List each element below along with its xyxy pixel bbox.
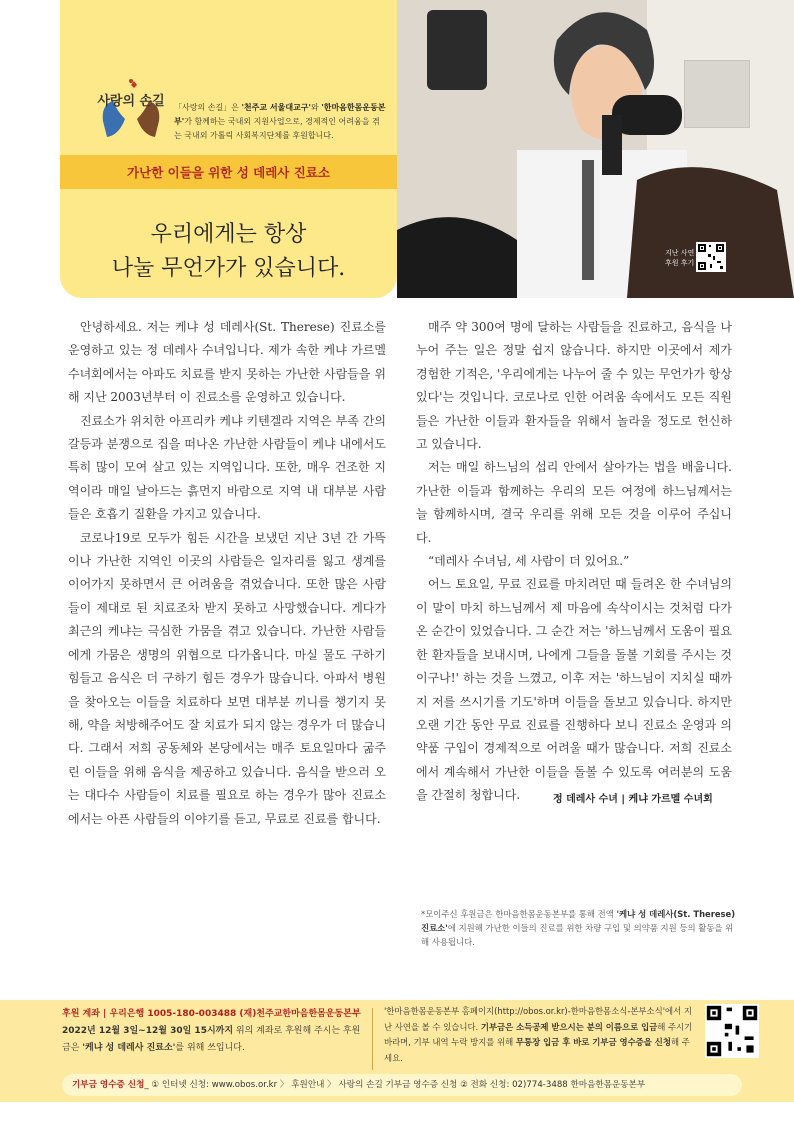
svg-text:사랑의 손길: 사랑의 손길 [97,94,165,109]
title-line-1: 우리에게는 항상 [150,222,307,247]
article-right-column [416,316,732,808]
paragraph: 매주 약 300여 명에 달하는 사람들을 진료하고, 음식을 나누어 주는 일은 정말 쉽지 않습니다. 하지만 이곳에서 제가 경험한 기적은, '우리에게는 나누어 줄 수 있는 무언가가 항상 있다'는 것입니다. 코로나로 인한 어려움 속에서도 모든 직원들은 가난한 이들과 환자들을 위해서 놀라울 정도로 헌신하고 있습니다. [416,320,732,452]
footer-qr-code-icon[interactable] [705,1004,759,1058]
footer-homepage-info: '한마음한몸운동본부 홈페이지(http://obos.or.kr)-한마음한몸소식-본부소식'에서 지난 사연을 볼 수 있습니다. 기부금은 소득공제 받으시는 분의 이름으로 입금해 주시기 바라며, 기부 내역 누락 방지를 위해 무통장 입금 후 바로 기부금 영수증을 신청해 주세요. [384,1006,693,1063]
footer-account-info [62,1006,362,1057]
paragraph: 진료소가 위치한 아프리카 케냐 키텐겔라 지역은 부족 간의 갈등과 분쟁으로 집을 떠나온 가난한 사람들이 케냐 내에서도 특히 많이 모여 살고 있는 지역입니다. 또한, 매우 건조한 지역이라 매일 날아드는 흙먼지 바람으로 지역 내 대부분 사람들은 호흡기 질환을 가지고 있습니다. [68,413,386,522]
face-blur-patch [684,60,750,128]
photo-illustration [397,0,794,298]
donation-period: 2022년 12월 3일~12월 30일 15시까지 위의 계좌로 후원해 주시는 후원금은 '케냐 성 데레사 진료소'를 위해 쓰입니다. [62,1026,361,1053]
subtitle-bar [60,155,397,189]
page-title [60,218,397,286]
qr-code-icon[interactable] [696,242,726,272]
intro-text: 「사랑의 손길」은 '천주교 서울대교구'와 '한마음한몸운동본부'가 함께하는 국내외 지원사업으로, 경제적인 어려움을 겪는 국내외 가톨릭 사회복지단체를 후원합니다. [174,103,386,140]
footer-divider [372,1008,373,1070]
account-label: 후원 계좌 | 우리은행 1005-180-003488 (재)천주교한마음한몸운동본부 [62,1009,361,1019]
receipt-instructions: _ ① 인터넷 신청: www.obos.or.kr 〉 후원안내 〉 사랑의 손길 기부금 영수증 신청 ② 전화 신청: 02)774-3488 한마음한몸운동본부 [144,1080,646,1090]
subtitle: 가난한 이들을 위한 성 데레사 진료소 [127,165,330,180]
receipt-label: 기부금 영수증 신청 [72,1080,145,1090]
sarang-logo [95,75,167,147]
hands-heart-icon [95,75,167,147]
article-left-column [68,316,386,831]
paragraph: 코로나19로 모두가 힘든 시간을 보냈던 지난 3년 간 가뜩이나 가난한 지역인 이곳의 사람들은 일자리를 잃고 생계를 이어가지 못하면서 큰 어려움을 겪었습니다. 또한 많은 사람들이 제대로 된 치료조차 받지 못하고 사망했습니다. 게다가 최근의 케냐는 극심한 가뭄을 겪고 있습니다. 가난한 사람들에게 가뭄은 생명의 위협으로 다가옵니다. 마실 물도 구하기 힘들고 음식은 더 구하기 힘든 경우가 많습니다. 아파서 병원을 찾아오는 이들을 치료하다 보면 대부분 끼니를 챙기지 못해, 약을 처방해주어도 잘 치료가 되지 않는 경우가 더 많습니다. 그래서 저희 공동체와 본당에서는 매주 토요일마다 굶주린 이들을 위해 음식을 제공하고 있습니다. 음식을 받으러 오는 대다수 사람들이 치료를 필요로 하는 경우가 많아 진료소에서는 아픈 사람들의 이야기를 듣고, 무료로 진료를 합니다. [68,530,386,826]
receipt-request-bar [62,1074,742,1096]
paragraph: 안녕하세요. 저는 케냐 성 데레사(St. Therese) 진료소를 운영하고 있는 정 데레사 수녀입니다. 제가 속한 케냐 가르멜수녀회에서는 아파도 치료를 받지 못하는 가난한 사람들을 위해 지난 2003년부터 이 진료소를 운영하고 있습니다. [68,320,386,405]
title-line-2: 나눌 무언가가 있습니다. [111,256,346,281]
signature: 정 데레사 수녀 | 케냐 가르멜 수녀회 [553,794,713,805]
paragraph: 저는 매일 하느님의 섭리 안에서 살아가는 법을 배웁니다. 가난한 이들과 함께하는 우리의 모든 여정에 하느님께서는 늘 함께하시며, 결국 우리를 위해 모든 것을 이루어 주십니다. [416,460,732,545]
donation-note: *모이주신 후원금은 한마음한몸운동본부를 통해 전액 '케냐 성 데레사(St. Therese) 진료소'에 지원해 가난한 이들의 진료를 위한 차량 구입 및 의약품 지원 등의 활동을 위해 사용됩니다. [421,909,736,947]
quote: “데레사 수녀님, 세 사람이 더 있어요.” [428,554,630,569]
clinic-photo [397,0,794,298]
header [0,0,794,300]
paragraph: 어느 토요일, 무료 진료를 마치려던 때 들려온 한 수녀님의 이 말이 마치 하느님께서 제 마음에 속삭이시는 것처럼 다가온 순간이 있었습니다. 그 순간 저는 '하느님께서 도움이 필요한 환자들을 보내시며, 나에게 그들을 돌볼 기회를 주시는 것이구나!' 하는 것을 느꼈고, 이후 저는 '하느님이 지치실 때까지 저를 쓰시기를 기도'하며 이들을 돌보고 있습니다. 하지만 오랜 기간 동안 무료 진료를 진행하다 보니 진료소 운영과 의약품 구입이 경제적으로 어려울 때가 많습니다. 저희 진료소에서 계속해서 가난한 이들을 돌볼 수 있도록 여러분의 도움을 간절히 청합니다. [416,577,732,803]
photo-credit: 지난 사연 후원 후기 [665,249,695,267]
